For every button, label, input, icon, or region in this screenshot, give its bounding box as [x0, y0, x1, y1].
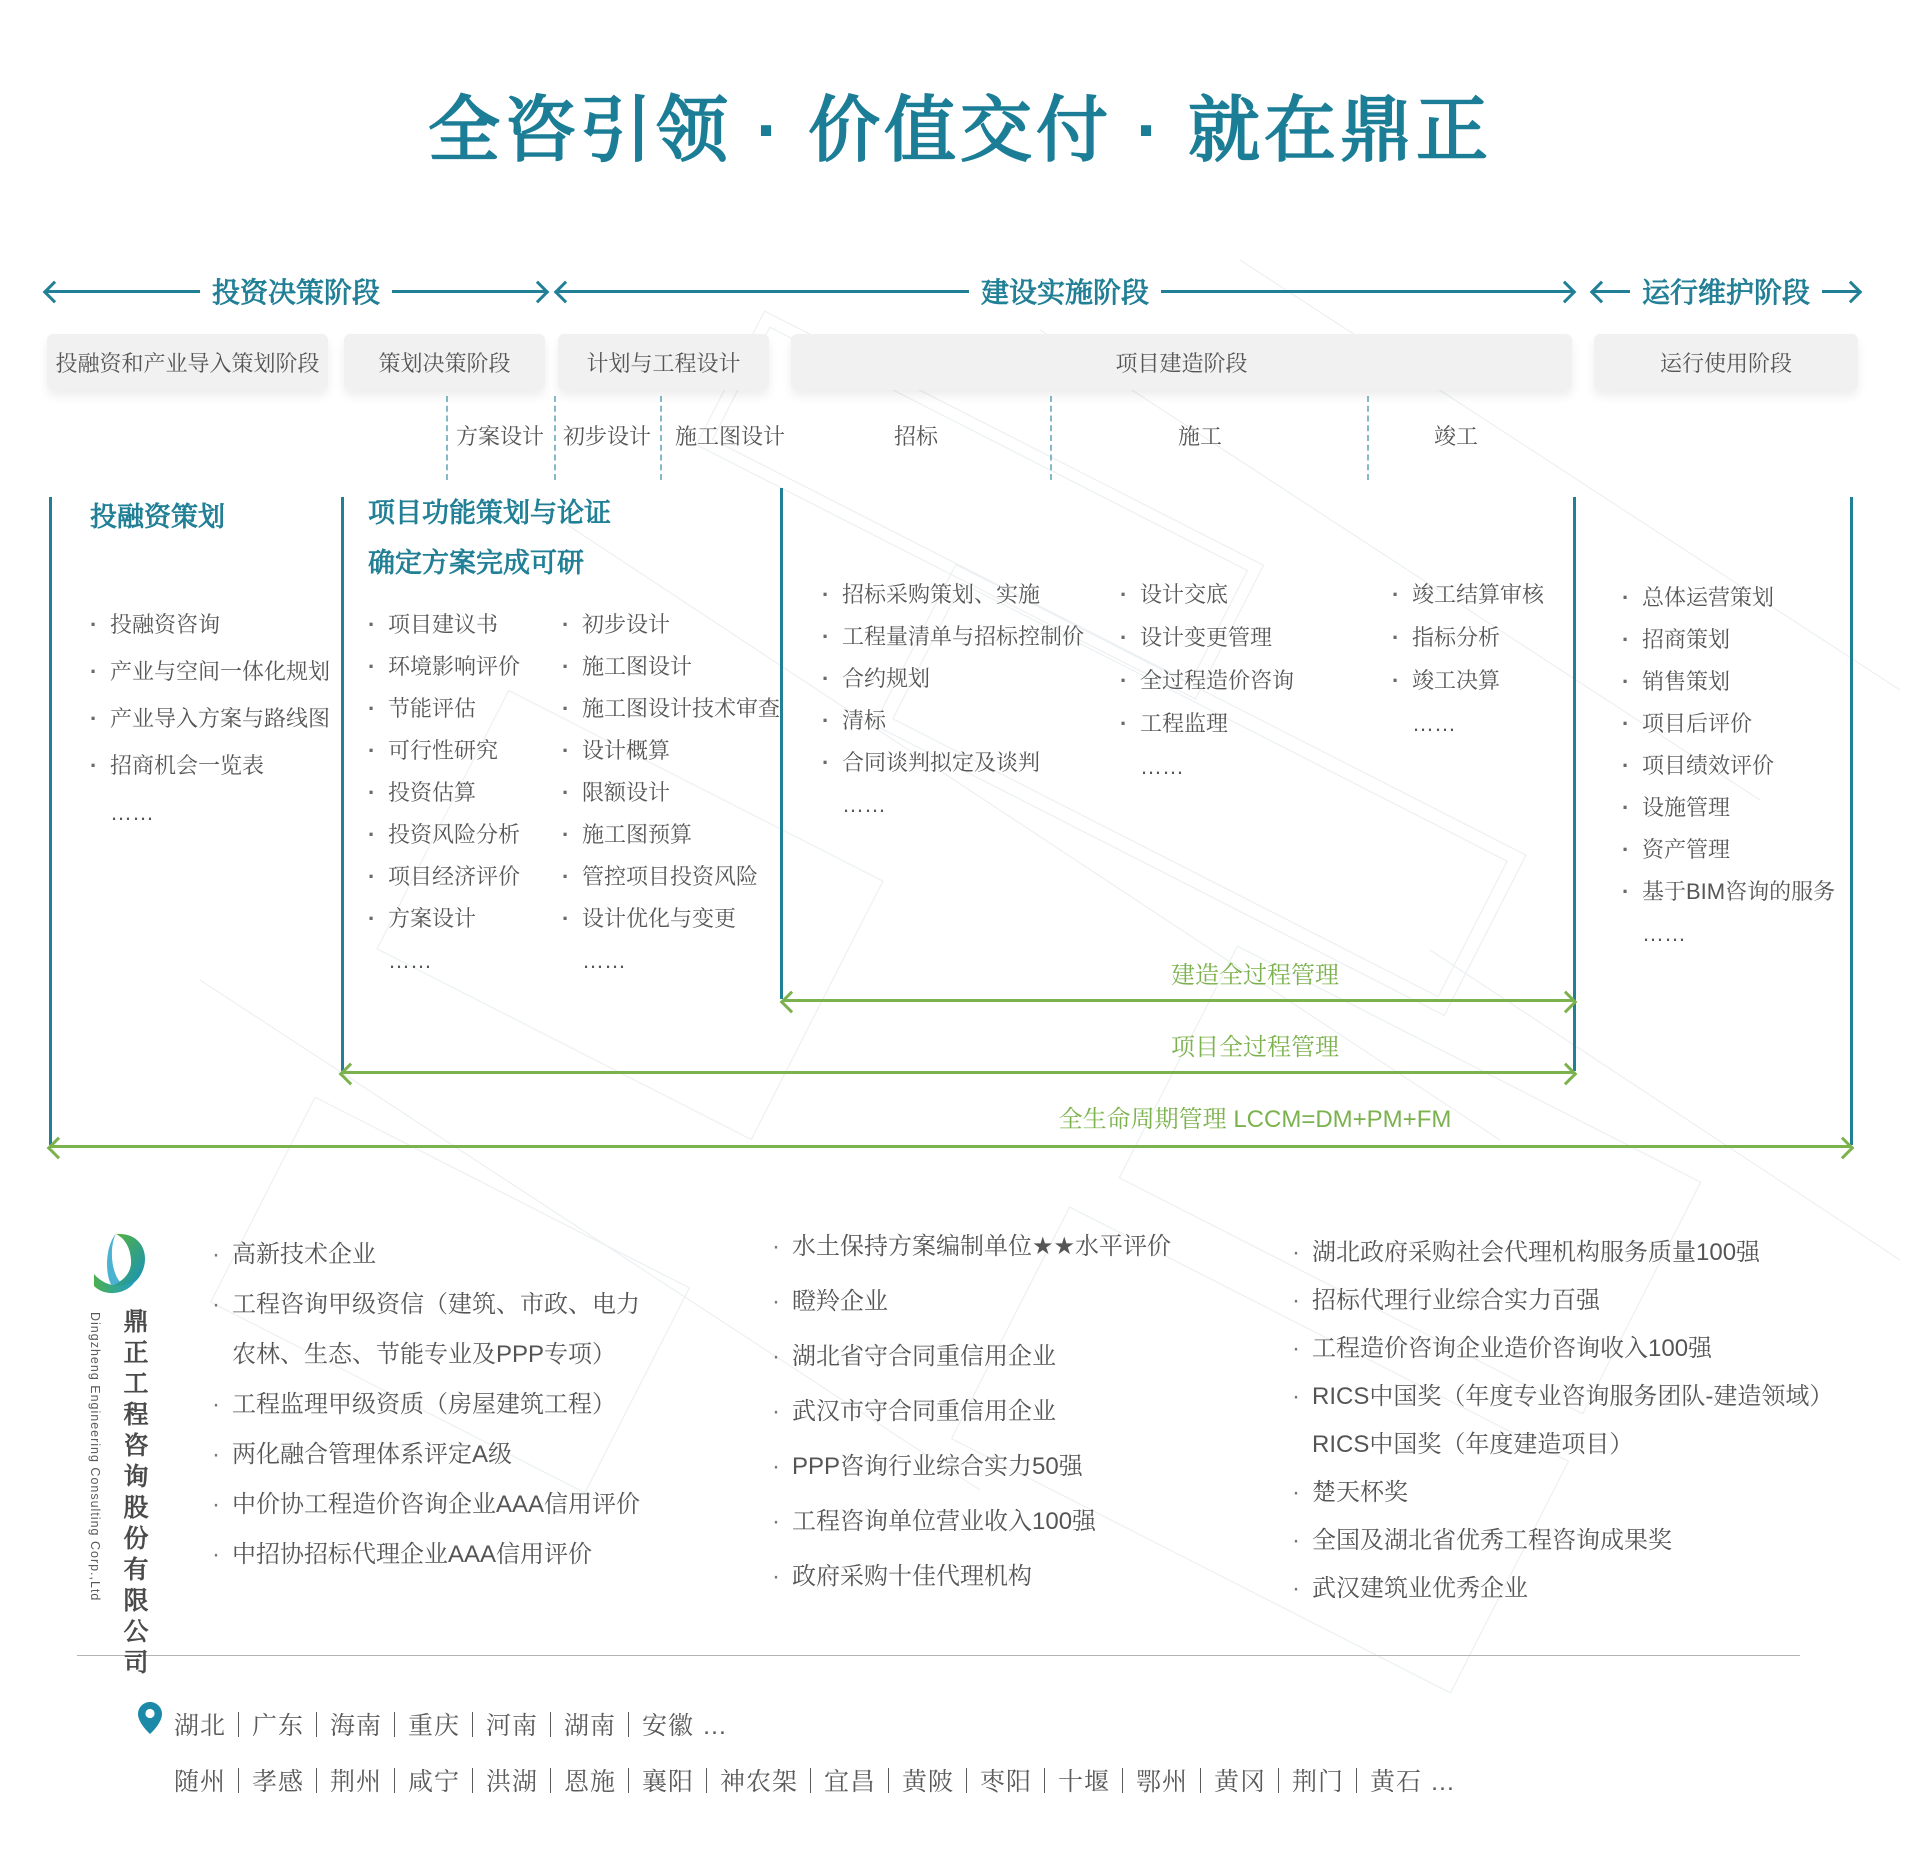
list-item: · 湖北政府采购社会代理机构服务质量100强 — [1292, 1238, 1833, 1268]
list-item: · 投资估算 — [366, 780, 520, 806]
achievement-list-qualifications — [212, 1240, 640, 1590]
arrow-left-icon — [554, 281, 577, 304]
list-item: · 楚天杯奖 — [1292, 1478, 1833, 1508]
stage-box-planning: 策划决策阶段 — [344, 334, 545, 390]
list-item: · 基于BIM咨询的服务 — [1620, 879, 1835, 905]
service-list-construction — [1118, 582, 1294, 797]
column-divider — [780, 488, 783, 999]
phase-arrow-operation — [1594, 276, 1858, 306]
list-item: · 招标代理行业综合实力百强 — [1292, 1286, 1833, 1316]
list-item: · 项目经济评价 — [366, 864, 520, 890]
list-item: · 设施管理 — [1620, 795, 1835, 821]
dashed-separator — [1050, 396, 1052, 480]
substage-construction: 施工 — [1177, 424, 1223, 449]
list-item: · 工程监理 — [1118, 711, 1294, 737]
phase-label: 投资决策阶段 — [212, 277, 381, 308]
arrow-left-icon — [43, 281, 66, 304]
list-item: · 湖北省守合同重信用企业 — [772, 1342, 1171, 1372]
substage-working-design: 施工图设计 — [674, 424, 786, 449]
list-item: · 全国及湖北省优秀工程咨询成果奖 — [1292, 1526, 1833, 1556]
list-item: · 中价协工程造价咨询企业AAA信用评价 — [212, 1490, 640, 1520]
management-label-build: 建造全过程管理 — [1171, 962, 1339, 989]
location-cities: 随州｜孝感｜荆州｜咸宁｜洪湖｜恩施｜襄阳｜神农架｜宜昌｜黄陂｜枣阳｜十堰｜鄂州｜黄冈｜荆门｜黄石 … — [174, 1768, 1456, 1796]
list-item: · 竣工结算审核 — [1390, 582, 1544, 608]
stage-box-operation: 运行使用阶段 — [1594, 334, 1858, 390]
location-provinces: 湖北｜广东｜海南｜重庆｜河南｜湖南｜安徽 … — [174, 1712, 728, 1740]
list-item: · 武汉建筑业优秀企业 — [1292, 1574, 1833, 1604]
list-item: · 项目后评价 — [1620, 711, 1835, 737]
list-item: · PPP咨询行业综合实力50强 — [772, 1452, 1171, 1482]
list-item: …… — [1642, 921, 1686, 946]
list-item: · 项目建议书 — [366, 612, 520, 638]
list-item: …… — [1140, 754, 1184, 779]
column-header-line1: 项目功能策划与论证 — [368, 498, 611, 528]
service-list-bidding — [820, 582, 1084, 834]
phase-arrow-construction — [558, 276, 1572, 306]
list-item: · 投资风险分析 — [366, 822, 520, 848]
page-title: 全咨引领 · 价值交付 · 就在鼎正 — [428, 91, 1492, 171]
list-item: · 设计优化与变更 — [560, 906, 780, 932]
phase-arrow-investment — [47, 276, 545, 306]
list-item: · RICS中国奖（年度专业咨询服务团队-建造领域） — [1292, 1382, 1833, 1412]
list-item: · 设计变更管理 — [1118, 625, 1294, 651]
list-item: 农林、生态、节能专业及PPP专项） — [232, 1341, 617, 1368]
location-pin-icon — [138, 1702, 162, 1734]
list-item: · 高新技术企业 — [212, 1240, 640, 1270]
column-divider — [1573, 497, 1576, 1071]
list-item: …… — [842, 792, 886, 817]
list-item: · 清标 — [820, 708, 1084, 734]
list-item: · 两化融合管理体系评定A级 — [212, 1440, 640, 1470]
list-item: · 设计交底 — [1118, 582, 1294, 608]
list-item: · 施工图设计技术审查 — [560, 696, 780, 722]
list-item: · 管控项目投资风险 — [560, 864, 780, 890]
column-header-line2: 确定方案完成可研 — [368, 548, 584, 578]
list-item: RICS中国奖（年度建造项目） — [1312, 1431, 1634, 1458]
management-arrow-build — [784, 999, 1573, 1002]
list-item: · 工程咨询甲级资信（建筑、市政、电力 — [212, 1290, 640, 1320]
column-divider — [49, 497, 52, 1145]
service-list-operation — [1620, 585, 1835, 963]
company-name-cn: 鼎正工程咨询股份有限公司 — [120, 1308, 148, 1680]
list-item: · 限额设计 — [560, 780, 780, 806]
list-item: · 合约规划 — [820, 666, 1084, 692]
list-item: · 节能评估 — [366, 696, 520, 722]
list-item: · 武汉市守合同重信用企业 — [772, 1397, 1171, 1427]
company-name-en: Dingzheng Engineering Consulting Corp.,Ltd — [88, 1312, 102, 1602]
list-item: · 资产管理 — [1620, 837, 1835, 863]
column-header-feasibility — [368, 488, 611, 588]
achievement-list-awards — [1292, 1238, 1833, 1622]
list-item: · 工程造价咨询企业造价咨询收入100强 — [1292, 1334, 1833, 1364]
company-logo — [90, 1230, 154, 1306]
list-item: · 招商策划 — [1620, 627, 1835, 653]
service-list-feasibility — [366, 612, 520, 990]
list-item: · 销售策划 — [1620, 669, 1835, 695]
list-item: · 工程量清单与招标控制价 — [820, 624, 1084, 650]
dashed-separator — [446, 396, 448, 480]
substage-bidding: 招标 — [893, 424, 939, 449]
achievement-list-honors — [772, 1232, 1171, 1617]
list-item: · 中招协招标代理企业AAA信用评价 — [212, 1540, 640, 1570]
list-item: · 施工图预算 — [560, 822, 780, 848]
list-item: · 竣工决算 — [1390, 668, 1544, 694]
list-item: …… — [1412, 711, 1456, 736]
dashed-separator — [554, 396, 556, 480]
substage-prelim-design: 初步设计 — [562, 424, 652, 449]
dashed-separator — [1367, 396, 1369, 480]
list-item: · 总体运营策划 — [1620, 585, 1835, 611]
column-divider — [1850, 497, 1853, 1145]
list-item: · 投融资咨询 — [88, 612, 330, 638]
list-item: · 施工图设计 — [560, 654, 780, 680]
arrow-left-icon — [1590, 281, 1613, 304]
list-item: · 招标采购策划、实施 — [820, 582, 1084, 608]
service-list-completion — [1390, 582, 1544, 754]
list-item: · 方案设计 — [366, 906, 520, 932]
dashed-separator — [660, 396, 662, 480]
list-item: · 合同谈判拟定及谈判 — [820, 750, 1084, 776]
service-list-financing — [88, 612, 330, 847]
management-label-project: 项目全过程管理 — [1171, 1034, 1339, 1061]
management-arrow-lifecycle — [51, 1145, 1850, 1148]
list-item: · 水土保持方案编制单位★★水平评价 — [772, 1232, 1171, 1262]
phase-label: 建设实施阶段 — [981, 277, 1150, 308]
list-item: · 招商机会一览表 — [88, 753, 330, 779]
management-arrow-project — [343, 1071, 1573, 1074]
list-item: …… — [388, 948, 432, 973]
substage-scheme-design: 方案设计 — [455, 424, 545, 449]
footer-divider — [77, 1655, 1800, 1656]
list-item: · 政府采购十佳代理机构 — [772, 1562, 1171, 1592]
stage-box-design: 计划与工程设计 — [558, 334, 769, 390]
list-item: · 初步设计 — [560, 612, 780, 638]
list-item: · 环境影响评价 — [366, 654, 520, 680]
column-header-financing: 投融资策划 — [90, 502, 225, 532]
management-label-lifecycle: 全生命周期管理 LCCM=DM+PM+FM — [1058, 1106, 1452, 1133]
list-item: · 指标分析 — [1390, 625, 1544, 651]
list-item: · 工程咨询单位营业收入100强 — [772, 1507, 1171, 1537]
list-item: · 产业导入方案与路线图 — [88, 706, 330, 732]
list-item: · 瞪羚企业 — [772, 1287, 1171, 1317]
list-item: …… — [582, 948, 626, 973]
stage-box-construction: 项目建造阶段 — [791, 334, 1572, 390]
column-divider — [341, 497, 344, 1071]
phase-label: 运行维护阶段 — [1642, 277, 1811, 308]
substage-completion: 竣工 — [1433, 424, 1479, 449]
stage-box-financing: 投融资和产业导入策划阶段 — [47, 334, 328, 390]
list-item: · 可行性研究 — [366, 738, 520, 764]
list-item: · 全过程造价咨询 — [1118, 668, 1294, 694]
service-list-design — [560, 612, 780, 990]
list-item: · 产业与空间一体化规划 — [88, 659, 330, 685]
list-item: …… — [110, 800, 154, 825]
list-item: · 设计概算 — [560, 738, 780, 764]
list-item: · 工程监理甲级资质（房屋建筑工程） — [212, 1390, 640, 1420]
list-item: · 项目绩效评价 — [1620, 753, 1835, 779]
